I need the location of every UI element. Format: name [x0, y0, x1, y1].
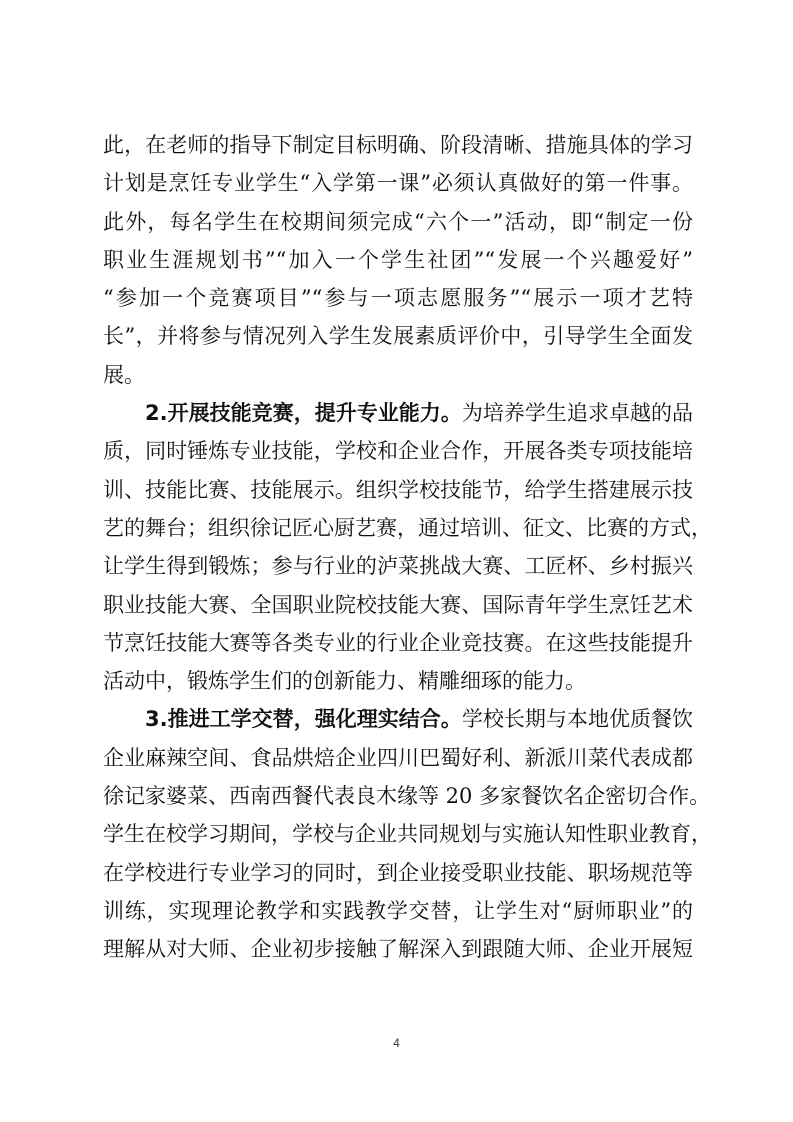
text-line: 训练，实现理论教学和实践教学交替，让学生对“厨师职业”的 — [103, 898, 693, 923]
text-line: 职业技能大赛、全国职业院校技能大赛、国际青年学生烹饪艺术 — [103, 592, 693, 617]
text-line: 企业麻辣空间、食品烘焙企业四川巴蜀好利、新派川菜代表成都 — [103, 745, 693, 770]
text-run: 为培养学生追求卓越的品 — [461, 401, 694, 426]
text-run: 学校长期与本地优质餐饮 — [461, 707, 694, 732]
page-number: 4 — [393, 1036, 400, 1050]
text-line: 计划是烹饪专业学生“入学第一课”必须认真做好的第一件事。 — [103, 171, 693, 196]
text-line: 让学生得到锻炼；参与行业的泸菜挑战大赛、工匠杯、乡村振兴 — [103, 554, 693, 579]
text-line: 徐记家婆菜、西南西餐代表良木缘等 20 多家餐饮名企密切合作。 — [103, 784, 711, 809]
text-line: 在学校进行专业学习的同时，到企业接受职业技能、职场规范等 — [103, 860, 693, 885]
text-line: 理解从对大师、企业初步接触了解深入到跟随大师、企业开展短 — [103, 937, 693, 962]
text-line: 训、技能比赛、技能展示。组织学校技能节，给学生搭建展示技 — [103, 477, 693, 502]
text-line: 学生在校学习期间，学校与企业共同规划与实施认知性职业教育， — [103, 822, 712, 847]
text-line: 职业生涯规划书”“加入一个学生社团”“发展一个兴趣爱好” — [103, 247, 693, 272]
text-line: 艺的舞台；组织徐记匠心厨艺赛，通过培训、征文、比赛的方式， — [103, 515, 712, 540]
text-line: “参加一个竞赛项目”“参与一项志愿服务”“展示一项才艺特 — [103, 286, 693, 311]
body-text — [103, 126, 712, 969]
paragraph-first-line — [103, 394, 693, 432]
text-line: 活动中，锻炼学生们的创新能力、精雕细琢的能力。 — [103, 669, 586, 694]
text-line: 展。 — [103, 362, 145, 387]
text-line: 节烹饪技能大赛等各类专业的行业企业竞技赛。在这些技能提升 — [103, 630, 693, 655]
section-heading: 2.开展技能竞赛，提升专业能力。 — [145, 401, 462, 426]
text-line: 质，同时锤炼专业技能，学校和企业合作，开展各类专项技能培 — [103, 439, 693, 464]
section-heading: 3.推进工学交替，强化理实结合。 — [145, 707, 462, 732]
text-line: 此外，每名学生在校期间须完成“六个一”活动，即“制定一份 — [103, 209, 693, 234]
text-line: 此，在老师的指导下制定目标明确、阶段清晰、措施具体的学习 — [103, 133, 693, 157]
text-line: 长”，并将参与情况列入学生发展素质评价中，引导学生全面发 — [103, 324, 693, 349]
paragraph-first-line — [103, 700, 693, 738]
